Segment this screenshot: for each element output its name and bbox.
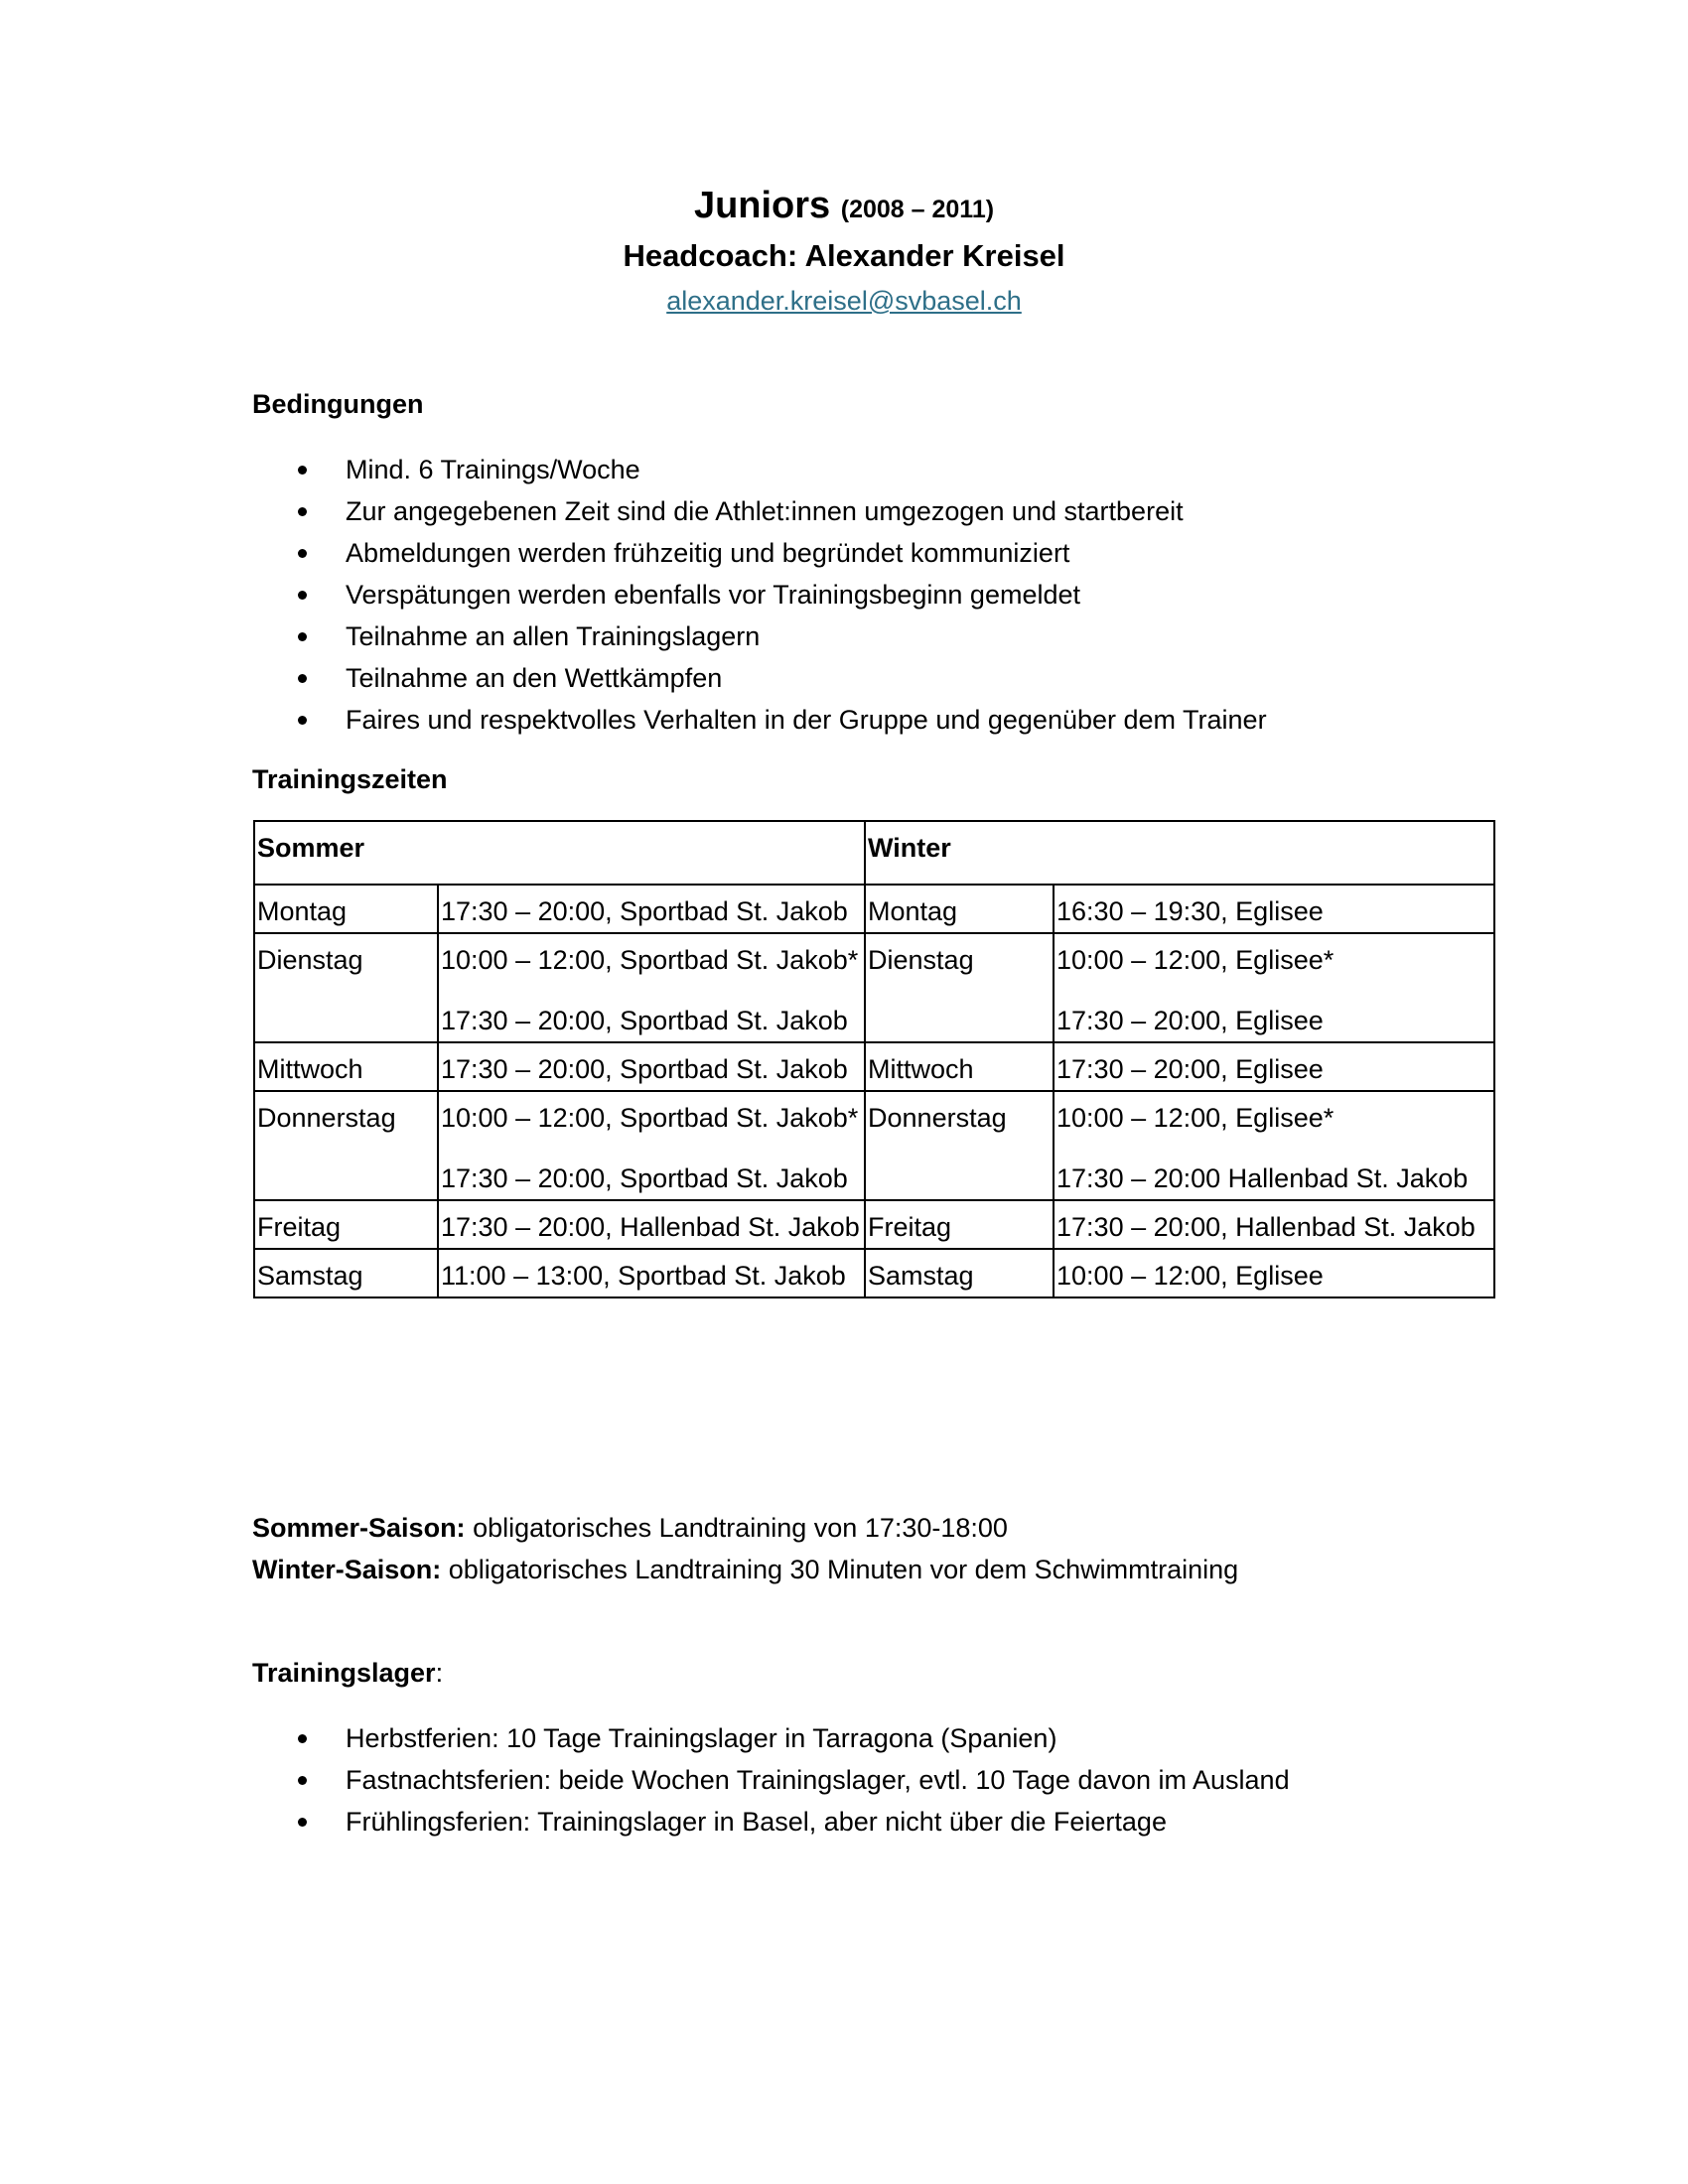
time-slot: 17:30 – 20:00, Hallenbad St. Jakob — [1056, 1212, 1476, 1242]
winter-times-cell — [1054, 1042, 1494, 1091]
bullet-icon — [298, 1734, 307, 1743]
table-header-row — [254, 821, 1494, 885]
time-slot: 17:30 – 20:00 Hallenbad St. Jakob — [1056, 1163, 1469, 1193]
sommer-day-cell: Freitag — [254, 1200, 438, 1249]
time-slot: 17:30 – 20:00, Hallenbad St. Jakob — [441, 1212, 860, 1242]
schedule-row — [254, 1249, 1494, 1297]
list-item — [252, 449, 1267, 490]
time-slot: 17:30 – 20:00, Eglisee — [1056, 1006, 1324, 1035]
time-slot: 10:00 – 12:00, Sportbad St. Jakob* — [441, 945, 859, 975]
list-item-text: Herbstferien: 10 Tage Trainingslager in Tarragona (Spanien) — [346, 1723, 1057, 1753]
winter-day-cell: Samstag — [865, 1249, 1054, 1297]
time-slot: 17:30 – 20:00, Sportbad St. Jakob — [441, 1163, 848, 1193]
list-item-text: Fastnachtsferien: beide Wochen Trainingslager, evtl. 10 Tage davon im Ausland — [346, 1765, 1290, 1795]
sommer-day-cell: Samstag — [254, 1249, 438, 1297]
list-item — [252, 657, 1267, 699]
time-slot: 10:00 – 12:00, Eglisee — [1056, 1261, 1324, 1291]
list-item-text: Teilnahme an den Wettkämpfen — [346, 663, 723, 693]
schedule-table — [253, 820, 1495, 1298]
list-item — [252, 615, 1267, 657]
bullet-icon — [298, 1818, 307, 1827]
winter-saison-note — [252, 1555, 1238, 1585]
bullet-icon — [298, 1776, 307, 1785]
sommer-times-cell — [438, 885, 865, 933]
schedule-row — [254, 885, 1494, 933]
time-slot: 10:00 – 12:00, Eglisee* — [1056, 1103, 1335, 1133]
title-years: (2008 – 2011) — [840, 196, 995, 223]
winter-day-cell: Dienstag — [865, 933, 1054, 1042]
sommer-day-cell: Dienstag — [254, 933, 438, 1042]
sommer-saison-note — [252, 1513, 1008, 1544]
time-slot: 10:00 – 12:00, Eglisee* — [1056, 945, 1335, 975]
email-link[interactable]: alexander.kreisel@svbasel.ch — [666, 286, 1022, 316]
bullet-icon — [298, 716, 307, 725]
bullet-icon — [298, 674, 307, 683]
sommer-times-cell — [438, 1042, 865, 1091]
time-slot: 10:00 – 12:00, Sportbad St. Jakob* — [441, 1103, 859, 1133]
list-item — [252, 1759, 1290, 1801]
winter-times-cell — [1054, 933, 1494, 1042]
list-item-text: Teilnahme an allen Trainingslagern — [346, 621, 761, 651]
bullet-icon — [298, 507, 307, 516]
sommer-times-cell — [438, 933, 865, 1042]
list-item-text: Mind. 6 Trainings/Woche — [346, 455, 640, 484]
page-title — [0, 185, 1688, 227]
winter-saison-text: obligatorisches Landtraining 30 Minuten vor dem Schwimmtraining — [441, 1555, 1239, 1584]
winter-day-cell: Donnerstag — [865, 1091, 1054, 1200]
trainingslager-heading-text: Trainingslager — [252, 1658, 436, 1688]
sommer-day-cell: Mittwoch — [254, 1042, 438, 1091]
winter-times-cell — [1054, 885, 1494, 933]
list-item-text: Frühlingsferien: Trainingslager in Basel, aber nicht über die Feiertage — [346, 1807, 1167, 1837]
bullet-icon — [298, 466, 307, 475]
sommer-day-cell: Montag — [254, 885, 438, 933]
winter-saison-label: Winter-Saison: — [252, 1555, 442, 1584]
list-item — [252, 574, 1267, 615]
list-item — [252, 490, 1267, 532]
winter-times-cell — [1054, 1249, 1494, 1297]
winter-day-cell: Montag — [865, 885, 1054, 933]
time-slot: 17:30 – 20:00, Sportbad St. Jakob — [441, 1006, 848, 1035]
title-text: Juniors — [693, 185, 831, 226]
list-item — [252, 532, 1267, 574]
time-slot: 17:30 – 20:00, Sportbad St. Jakob — [441, 1054, 848, 1084]
sommer-times-cell — [438, 1200, 865, 1249]
list-item-text: Faires und respektvolles Verhalten in der Gruppe und gegenüber dem Trainer — [346, 705, 1267, 735]
trainingslager-list — [252, 1717, 1290, 1843]
schedule-row — [254, 1200, 1494, 1249]
list-item-text: Abmeldungen werden frühzeitig und begründet kommuniziert — [346, 538, 1070, 568]
time-slot: 11:00 – 13:00, Sportbad St. Jakob — [441, 1261, 846, 1291]
list-item — [252, 1717, 1290, 1759]
sommer-day-cell: Donnerstag — [254, 1091, 438, 1200]
trainingslager-heading — [252, 1658, 443, 1689]
time-slot: 17:30 – 20:00, Sportbad St. Jakob — [441, 896, 848, 926]
headcoach: Headcoach: Alexander Kreisel — [623, 238, 1065, 273]
list-item — [252, 1801, 1290, 1843]
winter-times-cell — [1054, 1091, 1494, 1200]
bullet-icon — [298, 591, 307, 600]
sommer-saison-text: obligatorisches Landtraining von 17:30-18:00 — [465, 1513, 1008, 1543]
schedule-row — [254, 933, 1494, 1042]
winter-header: Winter — [865, 821, 1494, 885]
sommer-times-cell — [438, 1091, 865, 1200]
list-item — [252, 699, 1267, 741]
bullet-icon — [298, 549, 307, 558]
sommer-saison-label: Sommer-Saison: — [252, 1513, 466, 1543]
sommer-header: Sommer — [254, 821, 865, 885]
list-item-text: Zur angegebenen Zeit sind die Athlet:innen umgezogen und startbereit — [346, 496, 1184, 526]
schedule-row — [254, 1042, 1494, 1091]
winter-times-cell — [1054, 1200, 1494, 1249]
list-item-text: Verspätungen werden ebenfalls vor Trainingsbeginn gemeldet — [346, 580, 1080, 610]
bullet-icon — [298, 632, 307, 641]
bedingungen-heading: Bedingungen — [252, 389, 424, 419]
bedingungen-list — [252, 449, 1267, 741]
trainingslager-heading-colon: : — [435, 1658, 444, 1688]
sommer-times-cell — [438, 1249, 865, 1297]
time-slot: 17:30 – 20:00, Eglisee — [1056, 1054, 1324, 1084]
schedule-row — [254, 1091, 1494, 1200]
time-slot: 16:30 – 19:30, Eglisee — [1056, 896, 1324, 926]
winter-day-cell: Mittwoch — [865, 1042, 1054, 1091]
winter-day-cell: Freitag — [865, 1200, 1054, 1249]
trainingszeiten-heading: Trainingszeiten — [252, 764, 448, 794]
